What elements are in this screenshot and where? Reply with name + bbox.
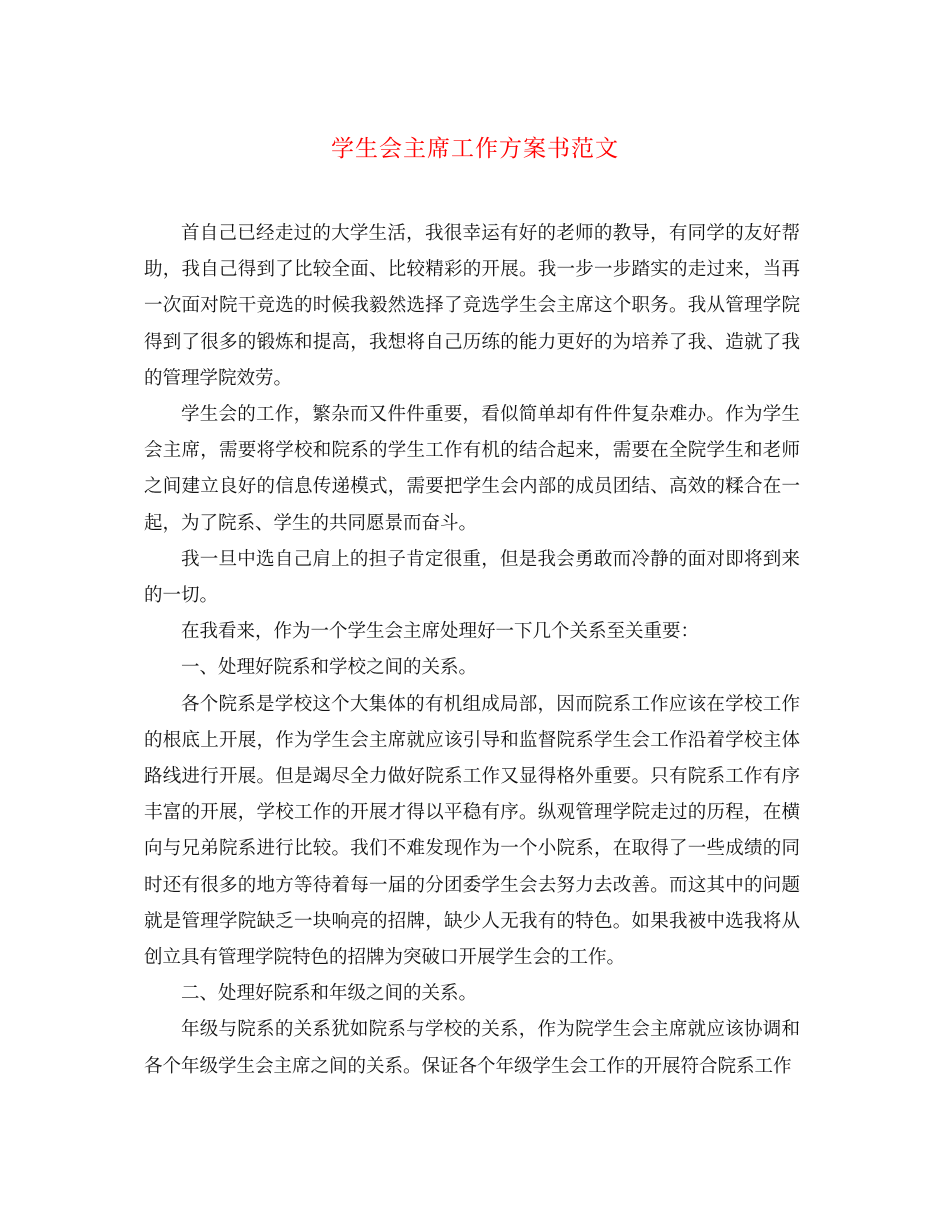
document-body [144,216,800,1085]
paragraph-3: 我一旦中选自己肩上的担子肯定很重，但是我会勇敢而冷静的面对即将到来的一切。 [144,548,800,607]
paragraph-2: 学生会的工作，繁杂而又件件重要，看似简单却有件件复杂难办。作为学生会主席，需要将学校和院系的学生工作有机的结合起来，需要在全院学生和老师之间建立良好的信息传递模式，需要把学生会内部的成员团结、高效的糅合在一起，为了院系、学生的共同愿景而奋斗。 [144,404,800,534]
section-heading-1: 一、处理好院系和学校之间的关系。 [181,657,478,679]
paragraph-4: 在我看来，作为一个学生会主席处理好一下几个关系至关重要： [181,621,700,643]
paragraph-5: 各个院系是学校这个大集体的有机组成局部，因而院系工作应该在学校工作的根底上开展，作为学生会主席就应该引导和监督院系学生会工作沿着学校主体路线进行开展。但是竭尽全力做好院系工作又显得格外重要。只有院系工作有序丰富的开展，学校工作的开展才得以平稳有序。纵观管理学院走过的历程，在横向与兄弟院系进行比较。我们不难发现作为一个小院系，在取得了一些成绩的同时还有很多的地方等待着每一届的分团委学生会去努力去改善。而这其中的问题就是管理学院缺乏一块响亮的招牌，缺少人无我有的特色。如果我被中选我将从创立具有管理学院特色的招牌为突破口开展学生会的工作。 [144,693,800,969]
document-title: 学生会主席工作方案书范文 [331,136,619,162]
paragraph-1: 首自己已经走过的大学生活，我很幸运有好的老师的教导，有同学的友好帮助，我自己得到了比较全面、比较精彩的开展。我一步一步踏实的走过来，当再一次面对院干竞选的时候我毅然选择了竞选学生会主席这个职务。我从管理学院得到了很多的锻炼和提高，我想将自己历练的能力更好的为培养了我、造就了我的管理学院效劳。 [144,223,800,389]
section-heading-2: 二、处理好院系和年级之间的关系。 [181,983,478,1005]
paragraph-6: 年级与院系的关系犹如院系与学校的关系，作为院学生会主席就应该协调和各个年级学生会主席之间的关系。保证各个年级学生会工作的开展符合院系工作 [144,1019,800,1077]
